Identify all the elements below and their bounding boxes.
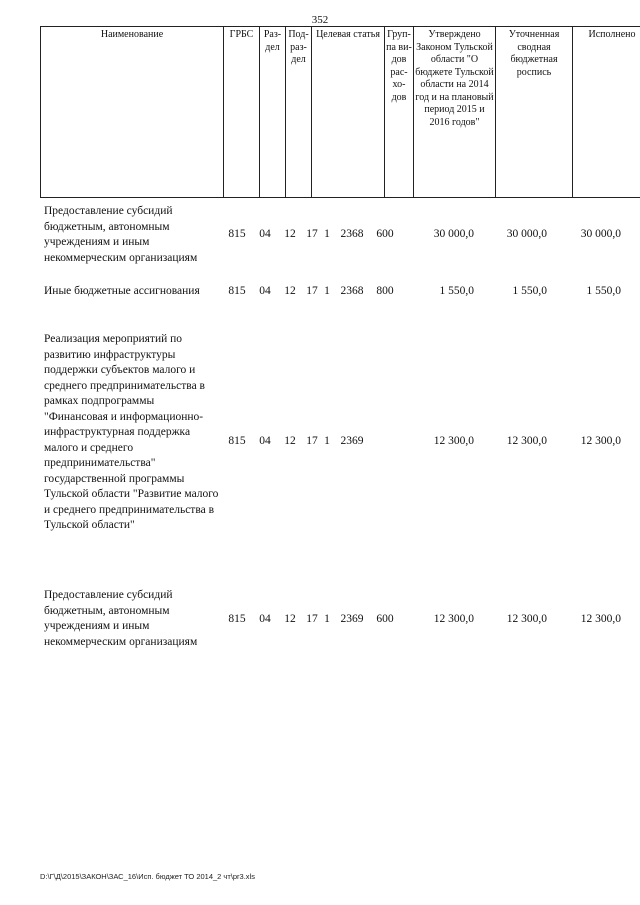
cell-podrazdel: 12 xyxy=(284,435,296,447)
cell-razdel: 04 xyxy=(259,228,271,240)
cell-grbs: 815 xyxy=(228,228,246,240)
cell-gruppa: 600 xyxy=(376,228,394,240)
cell-grbs: 815 xyxy=(228,285,246,297)
cell-gruppa: 800 xyxy=(376,285,394,297)
cell-celevaya-1: 17 xyxy=(306,613,318,625)
row-name: Иные бюджетные ассигнования xyxy=(44,285,200,297)
cell-celevaya-3: 2368 xyxy=(340,228,364,240)
cell-celevaya-3: 2369 xyxy=(340,613,364,625)
row-name: Предоставление субсидий бюджетным, автономным учреждениям и иным некоммерческим организациям xyxy=(44,205,198,264)
cell-ispolneno: 12 300,0 xyxy=(580,435,621,447)
header-name: Наименование xyxy=(41,27,224,198)
cell-utverzhdeno: 12 300,0 xyxy=(433,435,474,447)
cell-celevaya-1: 17 xyxy=(306,435,318,447)
cell-utverzhdeno: 1 550,0 xyxy=(439,285,474,297)
cell-celevaya-2: 1 xyxy=(324,228,330,240)
cell-celevaya-2: 1 xyxy=(324,435,330,447)
cell-razdel: 04 xyxy=(259,435,271,447)
header-grbs: ГРБС xyxy=(224,27,260,198)
cell-utverzhdeno: 30 000,0 xyxy=(433,228,474,240)
cell-celevaya-2: 1 xyxy=(324,285,330,297)
cell-ispolneno: 1 550,0 xyxy=(586,285,621,297)
cell-utverzhdeno: 12 300,0 xyxy=(433,613,474,625)
row-name: Предоставление субсидий бюджетным, автономным учреждениям и иным некоммерческим организациям xyxy=(44,589,198,648)
cell-ispolneno: 30 000,0 xyxy=(580,228,621,240)
cell-celevaya-1: 17 xyxy=(306,285,318,297)
cell-celevaya-3: 2369 xyxy=(340,435,364,447)
header-utverzhdeno: Утверждено Законом Тульской области "О бюджете Тульской области на 2014 год и на плановый период 2015 и 2016 годов" xyxy=(414,27,496,198)
cell-podrazdel: 12 xyxy=(284,285,296,297)
header-razdel: Раз- дел xyxy=(260,27,286,198)
header-gruppa-vidov: Груп- па ви- дов рас- хо- дов xyxy=(385,27,414,198)
header-celevaya-statya: Целевая статья xyxy=(312,27,385,198)
cell-razdel: 04 xyxy=(259,285,271,297)
cell-utochnennaya: 12 300,0 xyxy=(506,435,547,447)
header-utochnennaya: Уточненная сводная бюджетная роспись xyxy=(496,27,573,198)
cell-podrazdel: 12 xyxy=(284,613,296,625)
cell-ispolneno: 12 300,0 xyxy=(580,613,621,625)
cell-gruppa: 600 xyxy=(376,613,394,625)
cell-celevaya-3: 2368 xyxy=(340,285,364,297)
cell-utochnennaya: 30 000,0 xyxy=(506,228,547,240)
cell-celevaya-2: 1 xyxy=(324,613,330,625)
cell-utochnennaya: 12 300,0 xyxy=(506,613,547,625)
header-ispolneno: Исполнено xyxy=(573,27,640,198)
cell-razdel: 04 xyxy=(259,613,271,625)
cell-grbs: 815 xyxy=(228,613,246,625)
header-podrazdel: Под- раз- дел xyxy=(286,27,312,198)
cell-celevaya-1: 17 xyxy=(306,228,318,240)
cell-utochnennaya: 1 550,0 xyxy=(512,285,547,297)
cell-podrazdel: 12 xyxy=(284,228,296,240)
page-number: 352 xyxy=(311,14,329,26)
cell-grbs: 815 xyxy=(228,435,246,447)
table-header xyxy=(40,26,640,198)
footer-file-path: D:\Г\Д\2015\ЗАКОН\ЗАС_16\Исп. бюджет ТО 2014_2 чт\pr3.xls xyxy=(40,872,255,881)
row-name: Реализация мероприятий по развитию инфраструктуры поддержки субъектов малого и среднего предпринимательства в рамках подпрограммы "Финансовая и информационно-инфраструктурная поддержка малого и среднего предпринимательства" государственной программы Тульской области "Развитие малого и среднего предпринимательства в Тульской области" xyxy=(44,333,219,531)
